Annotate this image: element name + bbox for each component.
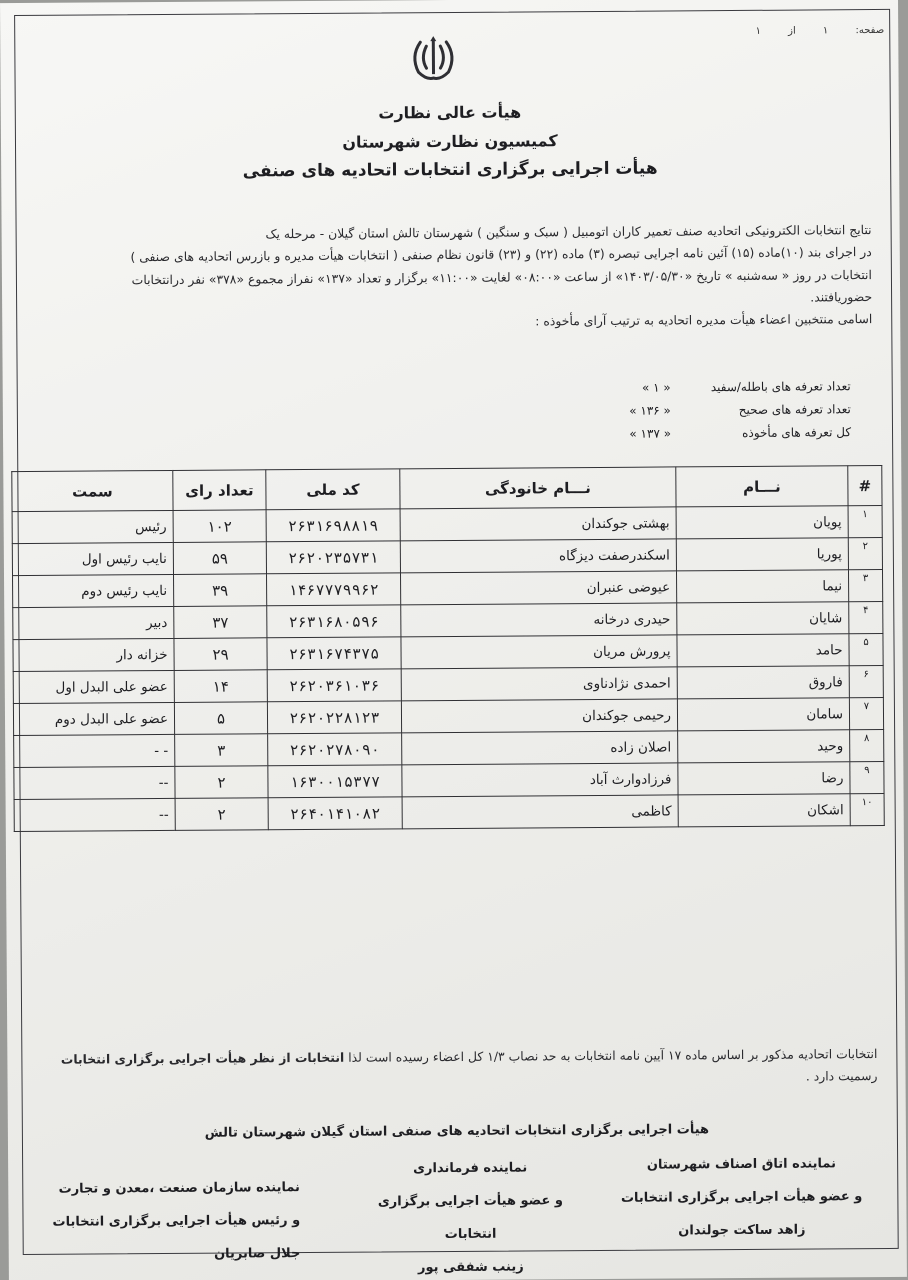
cell-index: ۶ (849, 665, 883, 697)
cell-votes: ۲ (175, 798, 268, 831)
signature-role: و عضو هیأت اجرایی برگزاری انتخابات (377, 1193, 564, 1243)
signature-guild-chamber (621, 1147, 863, 1248)
cell-first-name: نیما (676, 570, 848, 603)
cell-index: ۱ (848, 505, 882, 537)
signature-role: نماینده اتاق اصناف شهرستان (646, 1156, 837, 1173)
validity-text: انتخابات اتحادیه مذکور بر اساس ماده ۱۷ آیین نامه انتخابات به حد نصاب ۱/۳ کل اعضاء رسیده است لذا (348, 1046, 878, 1065)
signature-role: نماینده سازمان صنعت ،معدن و تجارت (58, 1180, 300, 1197)
cell-votes: ۱۴ (174, 670, 267, 703)
cell-votes: ۵ (174, 702, 267, 735)
cell-index: ۸ (850, 729, 884, 761)
cell-votes: ۳۹ (174, 574, 267, 607)
cell-position: - - (14, 734, 175, 767)
cell-votes: ۳۷ (174, 606, 267, 639)
heading-supreme-board: هیأت عالی نظارت (378, 102, 522, 123)
cell-position: -- (14, 766, 175, 799)
cell-first-name: پوریا (676, 538, 848, 571)
cell-last-name: احمدی نژادناوی (401, 667, 677, 701)
cell-index: ۲ (848, 537, 882, 569)
cell-votes: ۳ (175, 734, 268, 767)
page-current: ۱ (822, 25, 829, 37)
cell-national-code: ۲۶۲۰۳۶۱۰۳۶ (267, 669, 401, 702)
signature-industry-organization (52, 1171, 300, 1272)
signature-name: زینب شفقی پور (417, 1259, 524, 1276)
cell-votes: ۵۹ (173, 542, 266, 575)
cell-votes: ۲۹ (174, 638, 267, 671)
cell-index: ۱۰ (850, 793, 884, 825)
signature-role: و رئیس هیأت اجرایی برگزاری انتخابات (52, 1213, 301, 1230)
cell-first-name: اشکان (678, 794, 850, 827)
ballot-counts (629, 375, 851, 446)
cell-last-name: عیوضی عنبران (400, 571, 676, 605)
count-value: « ۱ » (641, 380, 671, 395)
cell-first-name: پویان (676, 506, 848, 539)
validity-line-2: رسمیت دارد . (805, 1068, 878, 1084)
cell-national-code: ۲۶۲۰۲۷۸۰۹۰ (268, 733, 402, 766)
col-header-national-code: کد ملی (266, 469, 400, 510)
cell-first-name: سامان (677, 698, 849, 731)
cell-national-code: ۲۶۳۱۶۸۰۵۹۶ (267, 605, 401, 638)
cell-index: ۹ (850, 761, 884, 793)
signature-name: جلال صابریان (213, 1246, 301, 1262)
cell-last-name: فرزادوارث آباد (402, 763, 678, 797)
col-header-last-name: نـــام خانودگی (400, 467, 676, 509)
intro-line: نتایج انتخابات الکترونیکی اتحادیه صنف تعمیر کاران اتومبیل ( سبک و سنگین ) شهرستان تالش استان گیلان - مرحله یک (265, 222, 872, 242)
cell-national-code: ۲۶۳۱۶۹۸۸۱۹ (266, 509, 400, 542)
signature-name: زاهد ساکت جولندان (678, 1222, 806, 1239)
signature-role: و عضو هیأت اجرایی برگزاری انتخابات (620, 1189, 863, 1206)
cell-position: نایب رئیس اول (12, 542, 173, 575)
executive-board-title: هیأت اجرایی برگزاری انتخابات اتحادیه های صنفی استان گیلان شهرستان تالش (204, 1122, 710, 1141)
cell-last-name: رحیمی جوکندان (401, 699, 677, 733)
cell-first-name: فاروق (677, 666, 849, 699)
col-header-votes: تعداد رای (173, 470, 266, 511)
count-value: « ۱۳۶ » (629, 403, 671, 418)
cell-first-name: رضا (678, 762, 850, 795)
page-of: از (788, 25, 796, 37)
cell-position: عضو علی البدل دوم (13, 702, 174, 735)
page-label: صفحه: (855, 24, 885, 37)
cell-position: نایب رئیس دوم (13, 574, 174, 607)
signature-role: نماینده فرمانداری (413, 1160, 528, 1177)
cell-last-name: اسکندرصفت دیزگاه (400, 539, 676, 573)
cell-first-name: وحید (678, 730, 850, 763)
heading-county-commission: کمیسیون نظارت شهرستان (342, 131, 558, 152)
cell-last-name: حیدری درخانه (401, 603, 677, 637)
document-headings (1, 95, 900, 188)
cell-national-code: ۲۶۳۱۶۷۴۳۷۵ (267, 637, 401, 670)
cell-national-code: ۱۴۶۷۷۷۹۹۶۲ (267, 573, 401, 606)
cell-first-name: حامد (677, 634, 849, 667)
cell-position: رئیس (12, 510, 173, 543)
count-row-valid (629, 398, 851, 423)
count-value: « ۱۳۷ » (629, 426, 672, 441)
cell-last-name: کاظمی (402, 795, 678, 829)
cell-votes: ۲ (175, 766, 268, 799)
cell-index: ۵ (849, 633, 883, 665)
cell-position: دبیر (13, 606, 174, 639)
cell-national-code: ۲۶۲۰۲۲۸۱۲۳ (267, 701, 401, 734)
count-row-void (629, 375, 851, 400)
cell-index: ۷ (849, 697, 883, 729)
count-label: کل تعرفه های مأخوذه (742, 425, 852, 440)
cell-last-name: اصلان زاده (402, 731, 678, 765)
results-table (11, 465, 884, 832)
count-row-total (629, 421, 851, 446)
heading-executive-board: هیأت اجرایی برگزاری انتخابات اتحادیه های صنفی (242, 158, 658, 182)
cell-index: ۳ (848, 569, 882, 601)
validity-note (57, 1043, 877, 1093)
count-label: تعداد تعرفه های باطله/سفید (710, 379, 851, 395)
table-header-row (12, 465, 882, 511)
intro-line: انتخابات در روز « سه‌شنبه » تاریخ «۱۴۰۳/۰۵/۳۰» از ساعت «۰۸:۰۰» لغایت «۱۱:۰۰» برگزار و تعداد «۱۳۷» نفراز مجموع «۳۷۸» نفر درانتخابات (131, 266, 872, 287)
signature-governorate (360, 1151, 581, 1280)
cell-last-name: پرورش مریان (401, 635, 677, 669)
col-header-index: # (848, 465, 882, 505)
intro-line: در اجرای بند (۱۰)ماده (۱۵) آئین نامه اجرایی تبصره (۳) ماده (۲۲) و (۲۳) قانون نظام صنفی ( انتخابات هیأت مدیره و بازرس اتحادیه های صنفی ) (130, 244, 872, 265)
cell-position: خزانه دار (13, 638, 174, 671)
count-label: تعداد تعرفه های صحیح (738, 402, 851, 417)
validity-text-bold: انتخابات از نظر هیأت اجرایی برگزاری انتخابات (60, 1049, 345, 1067)
iran-emblem-icon (406, 34, 460, 82)
intro-line: اسامی منتخبین اعضاء هیأت مدیره اتحادیه به ترتیب آرای مأخوذه : (535, 311, 873, 329)
page-number (732, 25, 885, 37)
col-header-first-name: نـــام (676, 466, 848, 507)
intro-paragraph (62, 219, 873, 336)
cell-position: -- (14, 798, 175, 831)
cell-national-code: ۲۶۴۰۱۴۱۰۸۲ (268, 797, 402, 830)
col-header-position: سمت (12, 470, 173, 511)
cell-national-code: ۲۶۲۰۲۳۵۷۳۱ (266, 541, 400, 574)
table-row (14, 793, 884, 831)
cell-index: ۴ (849, 601, 883, 633)
intro-line: حضوریافتند. (810, 288, 873, 305)
page-total: ۱ (755, 25, 761, 37)
cell-last-name: بهشتی جوکندان (400, 507, 676, 541)
results-table-wrap (11, 465, 883, 832)
cell-national-code: ۱۶۳۰۰۱۵۳۷۷ (268, 765, 402, 798)
cell-first-name: شایان (677, 602, 849, 635)
cell-votes: ۱۰۲ (173, 510, 266, 543)
cell-position: عضو علی البدل اول (13, 670, 174, 703)
